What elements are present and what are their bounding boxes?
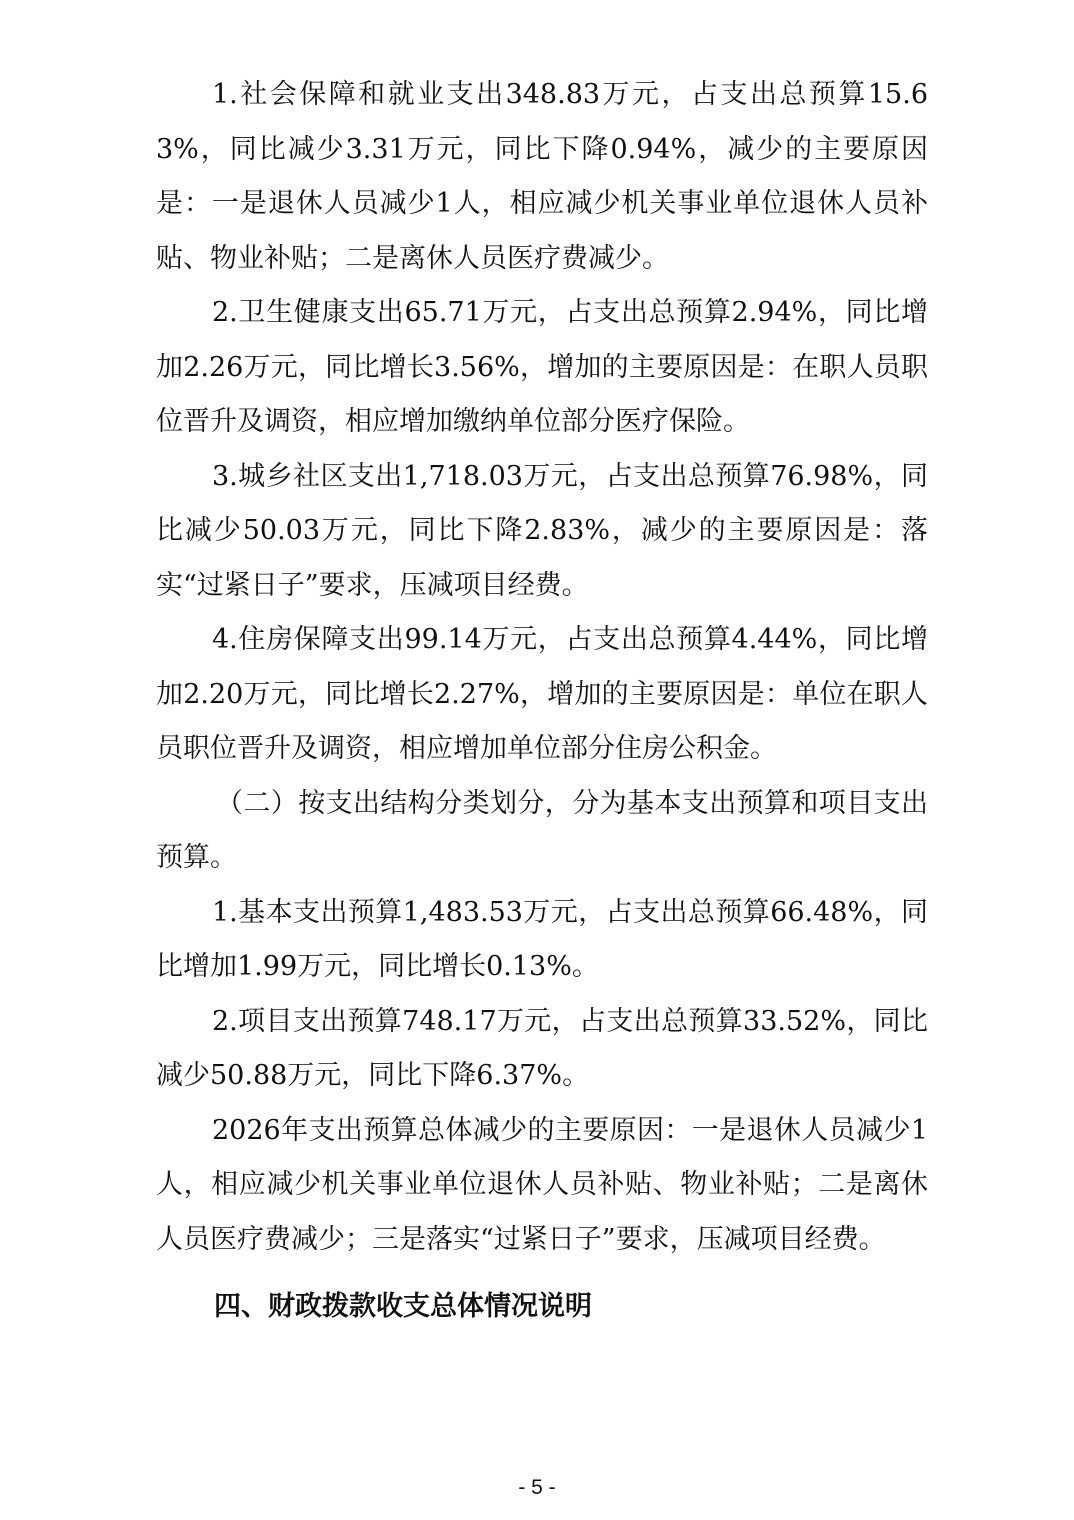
page-number: - 5 - (518, 1476, 556, 1499)
paragraph-urban-rural-expense: 3.城乡社区支出1,718.03万元，占支出总预算76.98%，同比减少50.03万元，同比下降2.83%，减少的主要原因是：落实“过紧日子”要求，压减项目经费。 (156, 460, 928, 601)
document-body (156, 68, 928, 1267)
paragraph-structure-classification: （二）按支出结构分类划分，分为基本支出预算和项目支出预算。 (156, 787, 928, 873)
paragraph-social-security-expense: 1.社会保障和就业支出348.83万元，占支出总预算15.63%，同比减少3.31万元，同比下降0.94%，减少的主要原因是：一是退休人员减少1人，相应减少机关事业单位退休人员补贴、物业补贴；二是离休人员医疗费减少。 (156, 79, 928, 274)
paragraph-overall-decrease-reason: 2026年支出预算总体减少的主要原因：一是退休人员减少1人，相应减少机关事业单位退休人员补贴、物业补贴；二是离休人员医疗费减少；三是落实“过紧日子”要求，压减项目经费。 (156, 1114, 928, 1255)
paragraph-basic-expense-budget: 1.基本支出预算1,483.53万元，占支出总预算66.48%，同比增加1.99万元，同比增长0.13%。 (156, 896, 928, 982)
section-heading: 四、财政拨款收支总体情况说明 (214, 1291, 592, 1322)
paragraph-housing-expense: 4.住房保障支出99.14万元，占支出总预算4.44%，同比增加2.20万元，同比增长2.27%，增加的主要原因是：单位在职人员职位晋升及调资，相应增加单位部分住房公积金。 (156, 624, 928, 764)
paragraph-health-expense: 2.卫生健康支出65.71万元，占支出总预算2.94%，同比增加2.26万元，同比增长3.56%，增加的主要原因是：在职人员职位晋升及调资，相应增加缴纳单位部分医疗保险。 (156, 297, 928, 437)
paragraph-project-expense-budget: 2.项目支出预算748.17万元，占支出总预算33.52%，同比减少50.88万元，同比下降6.37%。 (156, 1005, 928, 1091)
